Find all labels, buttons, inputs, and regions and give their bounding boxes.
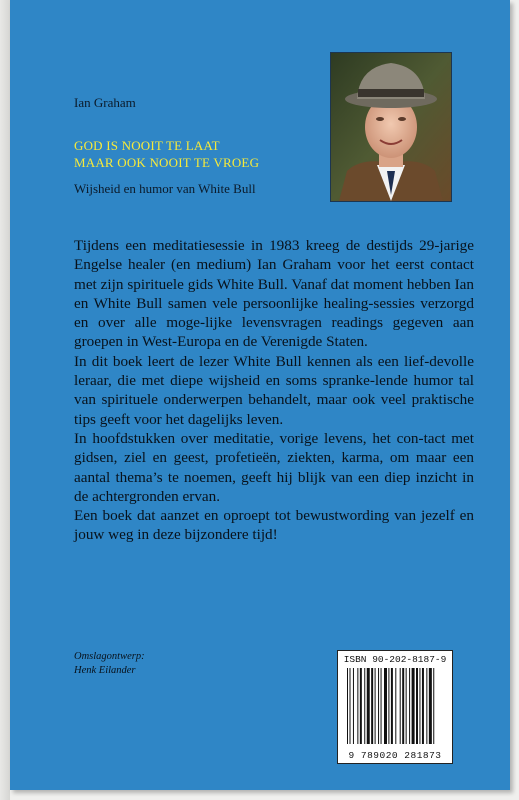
author-portrait-image — [331, 53, 451, 201]
title-line-2: MAAR OOK NOOIT TE VROEG — [74, 155, 260, 170]
barcode-icon — [345, 668, 445, 744]
author-name: Ian Graham — [74, 95, 136, 110]
page-edge — [0, 0, 10, 800]
blurb-paragraph: In hoofdstukken over meditatie, vorige levens, het con-tact met gidsen, ziel en geest, profetieën, ziekten, karma, om maar een aantal thema’s te noemen, geeft hij blijk van een diep inzicht in de achtergronden ervan. — [74, 429, 474, 505]
book-title — [74, 137, 259, 171]
book-back-cover — [10, 0, 510, 790]
isbn-number: ISBN 90-202-8187-9 — [343, 654, 447, 665]
blurb-text — [74, 236, 474, 545]
book-subtitle: Wijsheid en humor van White Bull — [74, 181, 256, 196]
author-photo — [330, 52, 452, 202]
cover-design-credit — [74, 650, 145, 678]
barcode-panel — [337, 650, 453, 764]
credit-name: Henk Eilander — [74, 665, 136, 676]
blurb-paragraph: Tijdens een meditatiesessie in 1983 kreeg de destijds 29-jarige Engelse healer (en medium) Ian Graham voor het eerst contact met zijn spirituele gids White Bull. Vanaf dat moment hebben Ian en White Bull samen vele persoonlijke healing-sessies verzorgd en over alle moge-lijke levensvragen readings gegeven aan groepen in West-Europa en de Verenigde Staten. — [74, 237, 474, 351]
ean-number: 9 789020 281873 — [348, 750, 442, 761]
title-line-1: GOD IS NOOIT TE LAAT — [74, 138, 220, 153]
blurb-paragraph: In dit boek leert de lezer White Bull kennen als een lief-devolle leraar, die met diepe wijsheid en soms spranke-lende humor tal van spirituele onderwerpen behandelt, maar ook veel praktische tips geeft voor het dagelijks leven. — [74, 352, 474, 428]
credit-label: Omslagontwerp: — [74, 651, 145, 662]
blurb-paragraph: Een boek dat aanzet en oproept tot bewustwording van jezelf en jouw weg in deze bijzondere tijd! — [74, 507, 474, 544]
